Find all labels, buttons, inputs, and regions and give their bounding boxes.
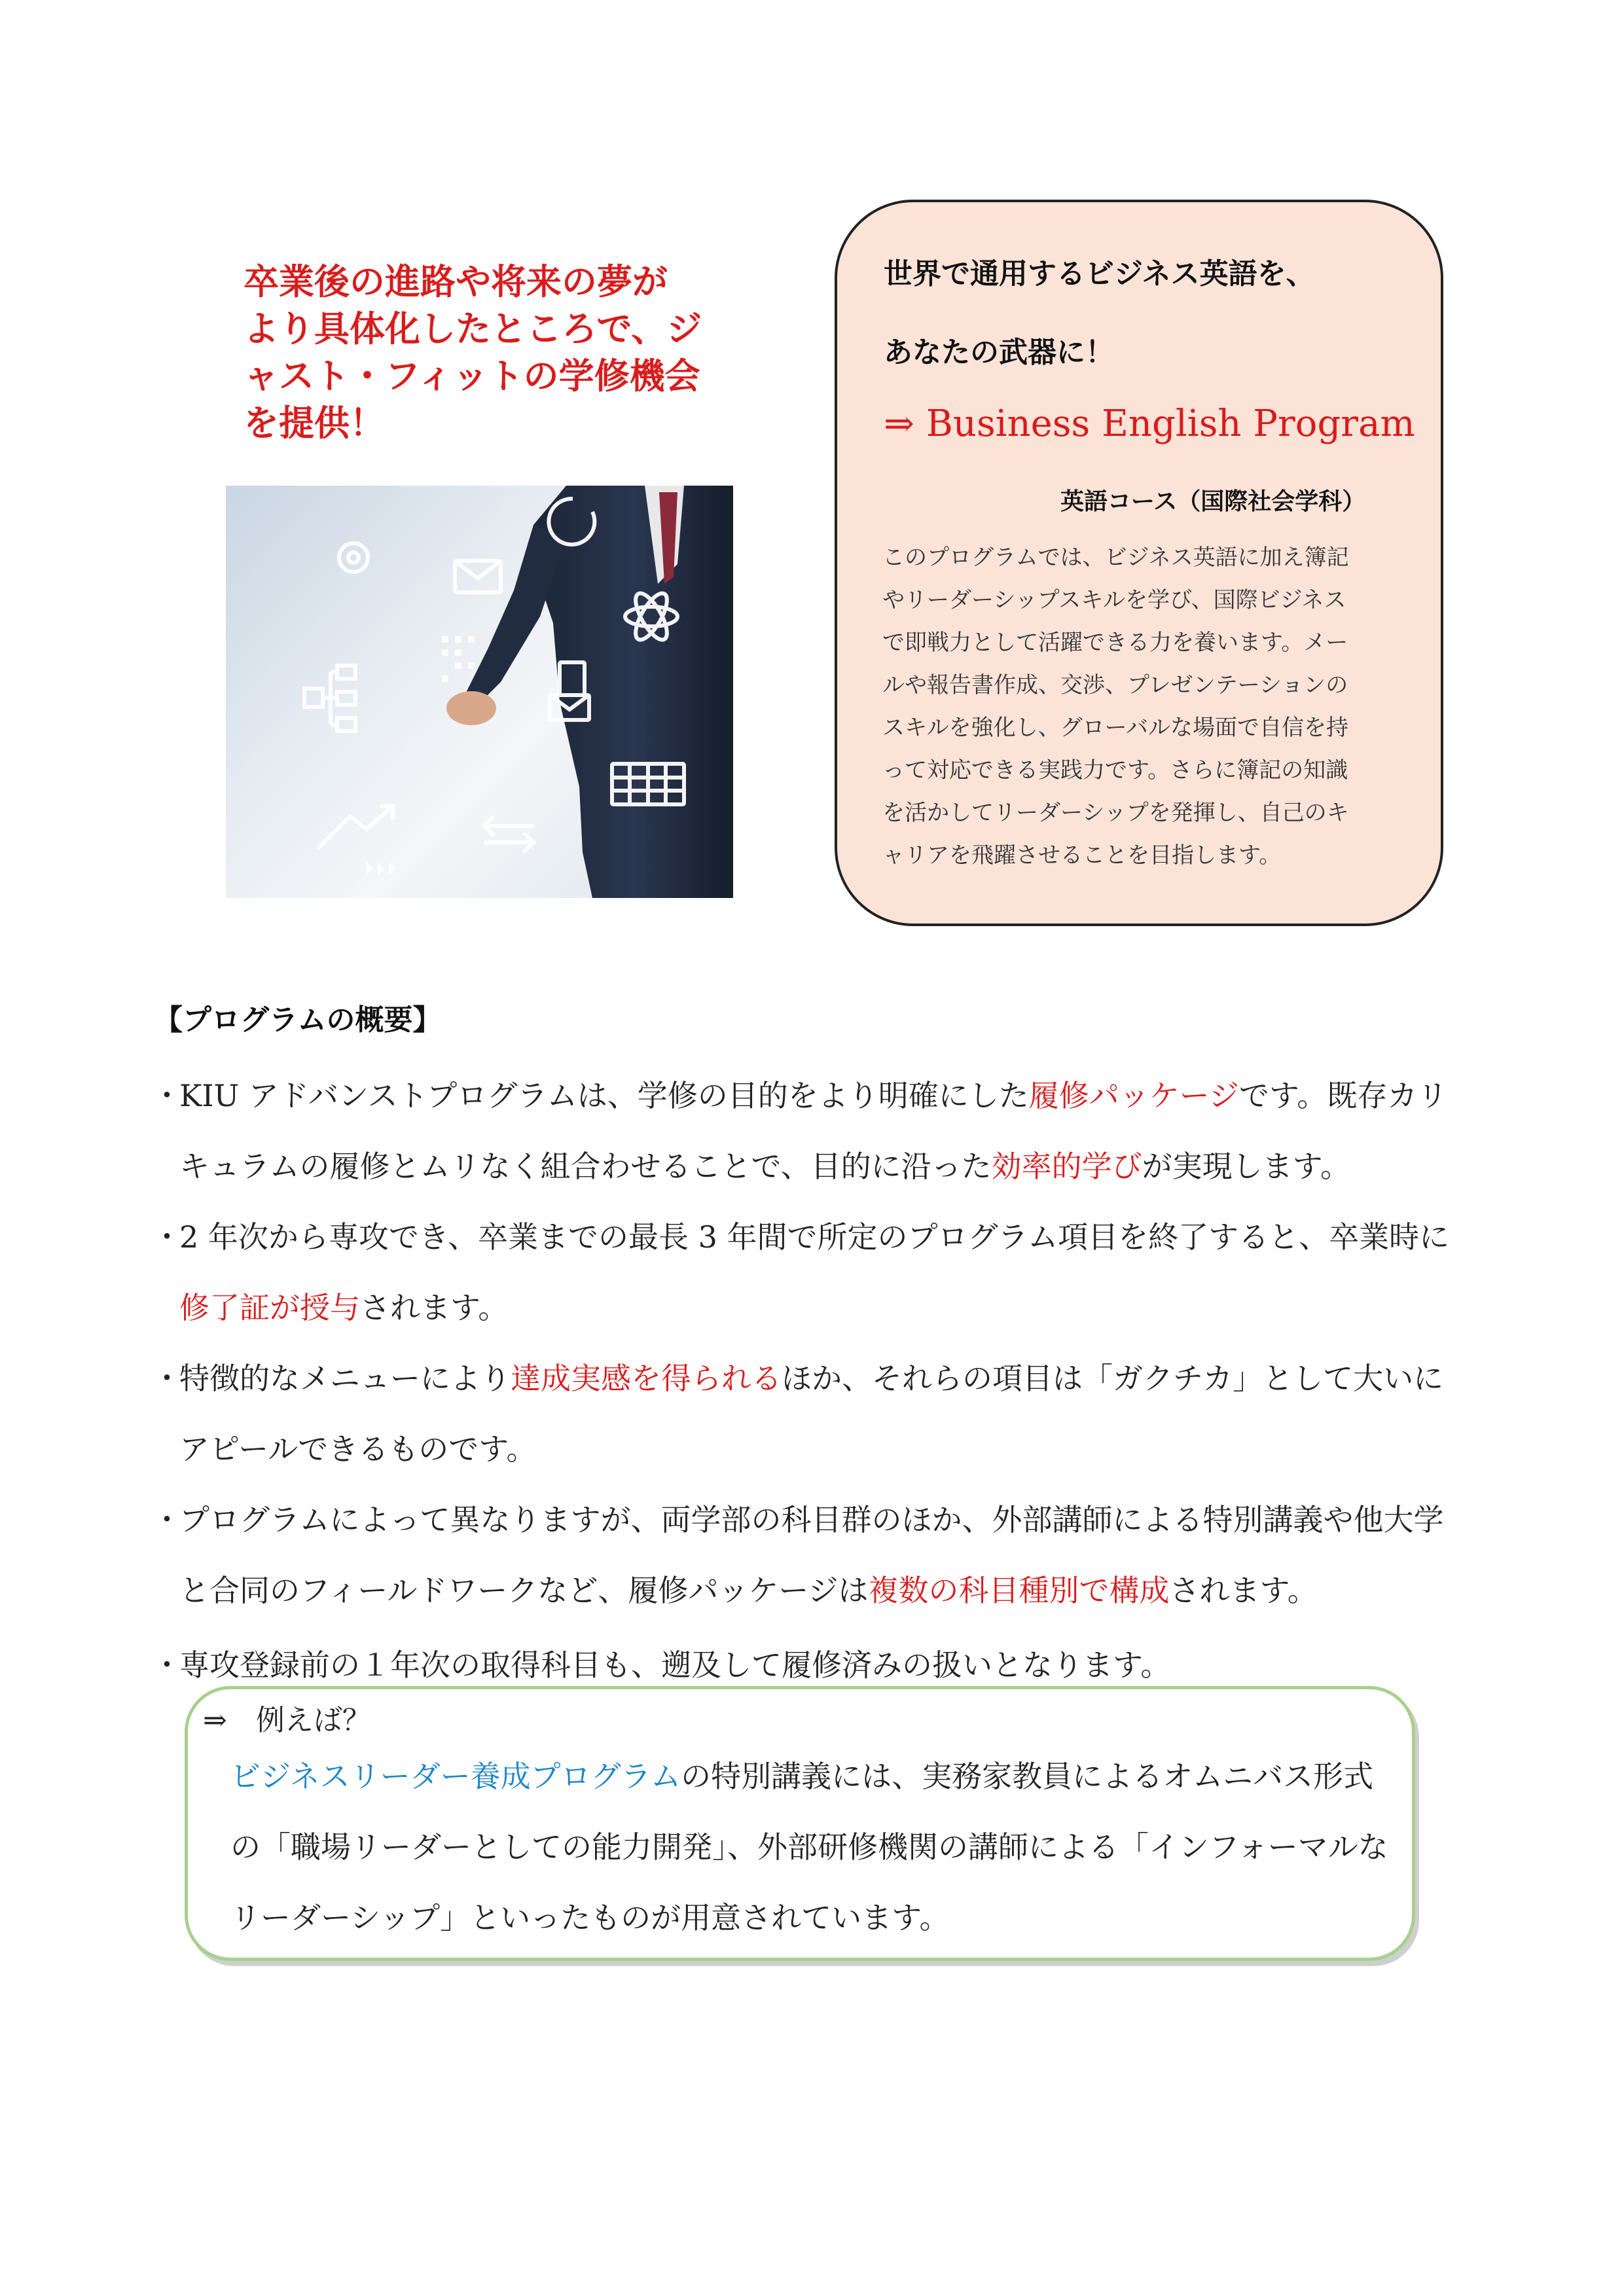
headline-line: より具体化したところで、ジ [244,308,702,350]
promo-description-line: やリーダーシップスキルを学び、国際ビジネス [882,587,1346,613]
highlight-text: 効率的学び [991,1149,1142,1184]
text: されます。 [1169,1573,1318,1608]
text: アピールできるものです。 [179,1431,537,1467]
highlight-text: 修了証が授与 [179,1290,360,1325]
promo-description-line: スキルを強化し、グローバルな場面で自信を持 [882,715,1348,741]
text: です。既存カリ [1238,1078,1448,1113]
text: されます。 [360,1290,509,1325]
text: 2 年次から専攻でき、卒業までの最長 3 年間で所定のプログラム項目を終了すると、卒業時に [179,1219,1450,1255]
text: の「職場リーダーとしての能力開発」、外部研修機関の講師による「インフォーマルな [230,1829,1388,1865]
overview-list [152,1060,1487,1700]
text: 特徴的なメニューにより [179,1361,511,1396]
promo-description-line: ルや報告書作成、交渉、プレゼンテーションの [882,672,1348,698]
highlight-text: 複数の科目種別で構成 [868,1573,1170,1608]
program-name: ビジネスリーダー養成プログラム [230,1759,681,1794]
text: リーダーシップ」といったものが用意されています。 [230,1900,950,1935]
list-item [152,1060,1487,1202]
bullet-mark: ・ [152,1078,182,1113]
headline-line: を提供！ [244,403,385,444]
business-photo-illustration [226,486,733,898]
promo-program-title: ⇒ Business English Program [884,403,1415,445]
bullet-mark: ・ [152,1361,182,1396]
example-body [230,1741,1396,1953]
text: プログラムによって異なりますが、両学部の科目群のほか、外部講師による特別講義や他大学 [179,1502,1444,1537]
headline-line: ャスト・フィットの学修機会 [244,355,700,397]
headline-line: 卒業後の進路や将来の夢が [244,261,668,302]
promo-description-line: ャリアを飛躍させることを目指します。 [882,842,1282,869]
text: の特別講義には、実務家教員によるオムニバス形式 [681,1759,1374,1794]
bullet-mark: ・ [152,1219,182,1255]
promo-description-line: このプログラムでは、ビジネス英語に加え簿記 [882,545,1349,571]
promo-description-line: で即戦力として活躍できる力を養います。メー [882,630,1348,656]
list-item [152,1484,1487,1626]
headline [244,259,702,447]
promo-course: 英語コース（国際社会学科） [1060,488,1366,515]
promo-tagline-2: あなたの武器に！ [884,336,1114,369]
promo-description-line: って対応できる実践力です。さらに簿記の知識 [882,757,1348,783]
overview-title: 【プログラムの概要】 [154,1003,442,1037]
list-item [152,1202,1487,1343]
highlight-text: 達成実感を得られる [511,1361,782,1396]
text: が実現します。 [1142,1149,1350,1184]
promo-tagline-1: 世界で通用するビジネス英語を、 [884,257,1315,291]
promo-description [882,537,1406,877]
text: ほか、それらの項目は「ガクチカ」として大いに [782,1361,1444,1396]
bullet-mark: ・ [152,1502,182,1537]
highlight-text: 履修パッケージ [1028,1078,1239,1113]
list-item [152,1343,1487,1484]
promo-description-line: を活かしてリーダーシップを発揮し、自己のキ [882,800,1349,826]
bullet-mark: ・ [152,1647,182,1683]
example-heading: ⇒ 例えば？ [203,1704,371,1737]
text: キュラムの履修とムリなく組合わせることで、目的に沿った [179,1149,992,1184]
text: 専攻登録前の１年次の取得科目も、遡及して履修済みの扱いとなります。 [179,1647,1171,1683]
business-photo [226,486,733,898]
text: KIU アドバンストプログラムは、学修の目的をより明確にした [179,1078,1029,1113]
text: と合同のフィールドワークなど、履修パッケージは [179,1573,869,1608]
